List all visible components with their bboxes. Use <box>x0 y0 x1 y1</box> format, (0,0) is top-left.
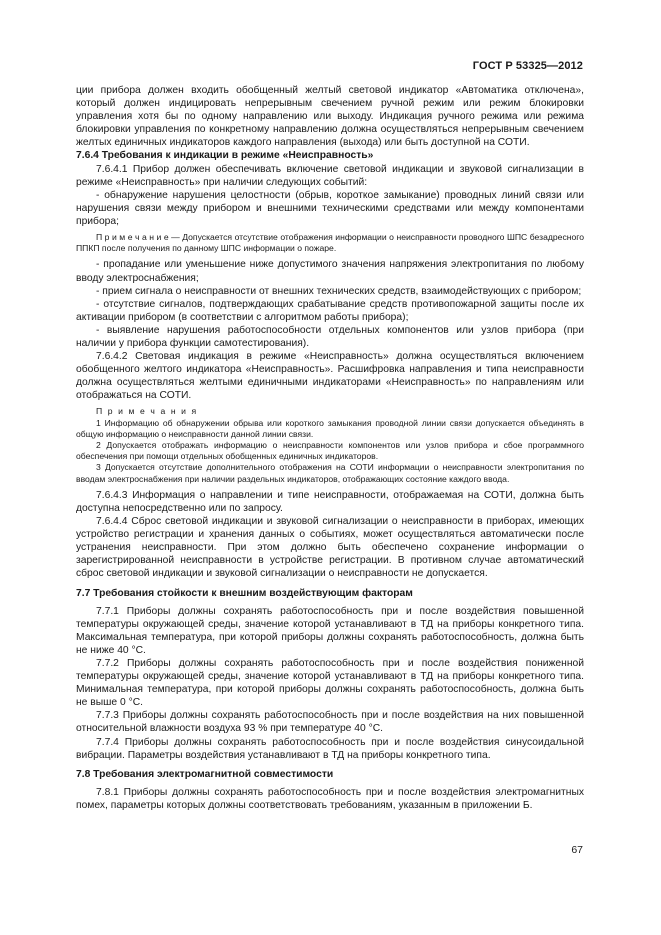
paragraph: 7.7.2 Приборы должны сохранять работоспособность при и после воздействия пониженной температуры окружающей среды, значение которой устанавливают в ТД на приборы конкретного типа. Минимальная температура, при которой приборы должны сохранять работоспособность, должна быть не выше 0 °С. <box>76 658 584 709</box>
note: 1 Информацию об обнаружении обрыва или короткого замыкания проводной линии связи допускается объединять в общую информацию о неисправности данной линии связи. <box>76 417 584 439</box>
paragraph: 7.7.1 Приборы должны сохранять работоспособность при и после воздействия повышенной температуры окружающей среды, значение которой устанавливают в ТД на приборы конкретного типа. Максимальная температура, при которой приборы должны сохранять работоспособность, должна быть не ниже 40 °С. <box>76 605 584 656</box>
list-item: - обнаружение нарушения целостности (обрыв, короткое замыкание) проводных линий связи или нарушения связи между прибором и внешними техническими средствами или между компонентами прибора; <box>76 189 584 227</box>
note: П р и м е ч а н и е — Допускается отсутствие отображения информации о неисправности проводного ШПС безадресного ППКП после получения по данному ШПС информации о пожаре. <box>76 232 584 254</box>
paragraph: 7.6.4.1 Прибор должен обеспечивать включение световой индикации и звуковой сигнализации в режиме «Неисправность» при наличии следующих событий: <box>76 163 584 188</box>
paragraph: 7.7.3 Приборы должны сохранять работоспособность при и после воздействия на них повышенной относительной влажности воздуха 93 % при температуре 40 °С. <box>76 710 584 735</box>
paragraph: 7.6.4.3 Информация о направлении и типе неисправности, отображаемая на СОТИ, должна быть доступна непосредственно или по запросу. <box>76 489 584 514</box>
paragraph: ции прибора должен входить обобщенный желтый световой индикатор «Автоматика отключена», который должен индицировать непрерывным свечением ручной режим или режим блокировки управления хотя бы по одному направлению или выходу. Индикация ручного режима или режима блокировки управления по конкретному направлению должна осуществляться непрерывным свечением желтых единичных индикаторов каждого направления (выхода) или быть доступной на СОТИ. <box>76 85 584 149</box>
paragraph: 7.7.4 Приборы должны сохранять работоспособность при и после воздействия синусоидальной вибрации. Параметры воздействия устанавливают в ТД на приборы конкретного типа. <box>76 736 584 761</box>
list-item: - отсутствие сигналов, подтверждающих срабатывание средств противопожарной защиты после их активации прибором (в соответствии с алгоритмом работы прибора); <box>76 298 584 323</box>
section-heading: 7.6.4 Требования к индикации в режиме «Неисправность» <box>76 150 374 162</box>
paragraph: 7.6.4.4 Сброс световой индикации и звуковой сигнализации о неисправности в приборах, имеющих устройство регистрации и хранения данных о событиях, может осуществляться автоматически после устранения неисправности. При этом должно быть обеспечено сохранение информации о зарегистрированной неисправности в устройстве регистрации. В противном случае автоматический сброс световой индикации и звуковой сигнализации о неисправности не допускается. <box>76 516 584 580</box>
list-item: - пропадание или уменьшение ниже допустимого значения напряжения электропитания по любому вводу электроснабжения; <box>76 259 584 284</box>
list-item: - прием сигнала о неисправности от внешних технических средств, взаимодействующих с прибором; <box>96 285 582 297</box>
paragraph: 7.8.1 Приборы должны сохранять работоспособность при и после воздействия электромагнитных помех, параметры которых должны соответствовать требованиям, указанным в приложении Б. <box>76 786 584 811</box>
section-heading: 7.8 Требования электромагнитной совместимости <box>76 768 334 780</box>
page-number: 67 <box>571 844 583 856</box>
list-item: - выявление нарушения работоспособности отдельных компонентов или узлов прибора (при наличии у прибора функции самотестирования). <box>76 324 584 349</box>
paragraph: 7.6.4.2 Световая индикация в режиме «Неисправность» должна осуществляться включением обобщенного желтого индикатора «Неисправность». Расшифровка направления и типа неисправности должна осуществляться желтыми единичными индикаторами «Неисправность» по направлениям или отображаться на СОТИ. <box>76 351 584 402</box>
section-heading: 7.7 Требования стойкости к внешним воздействующим факторам <box>76 587 413 599</box>
note: 3 Допускается отсутствие дополнительного отображения на СОТИ информации о неисправности электропитания по вводам электроснабжения при наличии раздельных индикаторов, отображающих состояние каждого ввода. <box>76 462 584 484</box>
notes-heading: П р и м е ч а н и я <box>96 406 198 417</box>
document-id: ГОСТ Р 53325—2012 <box>472 60 583 72</box>
document-body <box>76 84 584 812</box>
note: 2 Допускается отображать информацию о неисправности компонентов или узлов прибора и сбое программного обеспечения при помощи отдельных обобщенных единичных индикаторов. <box>76 440 584 462</box>
